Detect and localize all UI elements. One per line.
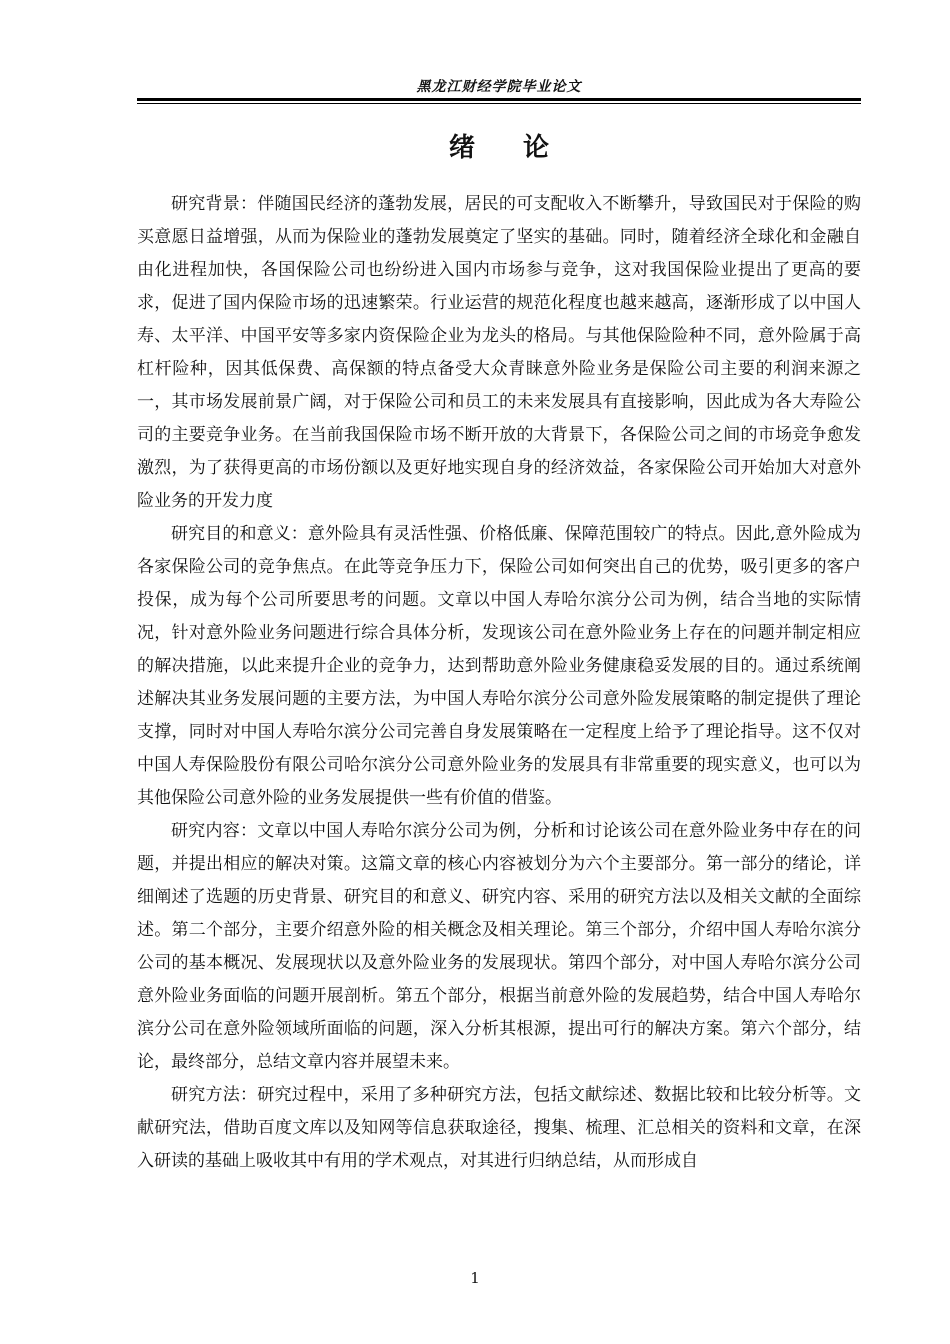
body-text: [137, 188, 861, 1178]
paragraph-research-content: 研究内容：文章以中国人寿哈尔滨分公司为例，分析和讨论该公司在意外险业务中存在的问题，并提出相应的解决对策。这篇文章的核心内容被划分为六个主要部分。第一部分的绪论，详细阐述了选题的历史背景、研究目的和意义、研究内容、采用的研究方法以及相关文献的全面综述。第二个部分，主要介绍意外险的相关概念及相关理论。第三个部分，介绍中国人寿哈尔滨分公司的基本概况、发展现状以及意外险业务的发展现状。第四个部分，对中国人寿哈尔滨分公司意外险业务面临的问题开展剖析。第五个部分，根据当前意外险的发展趋势，结合中国人寿哈尔滨分公司在意外险领域所面临的问题，深入分析其根源，提出可行的解决方案。第六个部分，结论，最终部分，总结文章内容并展望未来。: [137, 821, 861, 1072]
chapter-title: 绪论: [448, 133, 597, 163]
paragraph-research-purpose: 研究目的和意义：意外险具有灵活性强、价格低廉、保障范围较广的特点。因此,意外险成为各家保险公司的竞争焦点。在此等竞争压力下，保险公司如何突出自己的优势，吸引更多的客户投保，成为每个公司所要思考的问题。文章以中国人寿哈尔滨分公司为例，结合当地的实际情况，针对意外险业务问题进行综合具体分析，发现该公司在意外险业务上存在的问题并制定相应的解决措施，以此来提升企业的竞争力，达到帮助意外险业务健康稳妥发展的目的。通过系统阐述解决其业务发展问题的主要方法，为中国人寿哈尔滨分公司意外险发展策略的制定提供了理论支撑，同时对中国人寿哈尔滨分公司完善自身发展策略在一定程度上给予了理论指导。这不仅对中国人寿保险股份有限公司哈尔滨分公司意外险业务的发展具有非常重要的现实意义，也可以为其他保险公司意外险的业务发展提供一些有价值的借鉴。: [137, 524, 861, 808]
paragraph-research-method: 研究方法：研究过程中，采用了多种研究方法，包括文献综述、数据比较和比较分析等。文献研究法，借助百度文库以及知网等信息获取途径，搜集、梳理、汇总相关的资料和文章，在深入研读的基础上吸收其中有用的学术观点，对其进行归纳总结，从而形成自: [137, 1085, 861, 1171]
running-header: 黑龙江财经学院毕业论文: [416, 79, 582, 95]
page-number: 1: [470, 1269, 480, 1287]
paragraph-research-background: 研究背景：伴随国民经济的蓬勃发展，居民的可支配收入不断攀升，导致国民对于保险的购买意愿日益增强，从而为保险业的蓬勃发展奠定了坚实的基础。同时，随着经济全球化和金融自由化进程加快，各国保险公司也纷纷进入国内市场参与竞争，这对我国保险业提出了更高的要求，促进了国内保险市场的迅速繁荣。行业运营的规范化程度也越来越高，逐渐形成了以中国人寿、太平洋、中国平安等多家内资保险企业为龙头的格局。与其他保险险种不同，意外险属于高杠杆险种，因其低保费、高保额的特点备受大众青睐意外险业务是保险公司主要的利润来源之一，其市场发展前景广阔，对于保险公司和员工的未来发展具有直接影响，因此成为各大寿险公司的主要竞争业务。在当前我国保险市场不断开放的大背景下，各保险公司之间的市场竞争愈发激烈，为了获得更高的市场份额以及更好地实现自身的经济效益，各家保险公司开始加大对意外险业务的开发力度: [137, 194, 861, 511]
header-rule-thick: [137, 98, 861, 101]
header-rule-thin: [137, 103, 861, 104]
